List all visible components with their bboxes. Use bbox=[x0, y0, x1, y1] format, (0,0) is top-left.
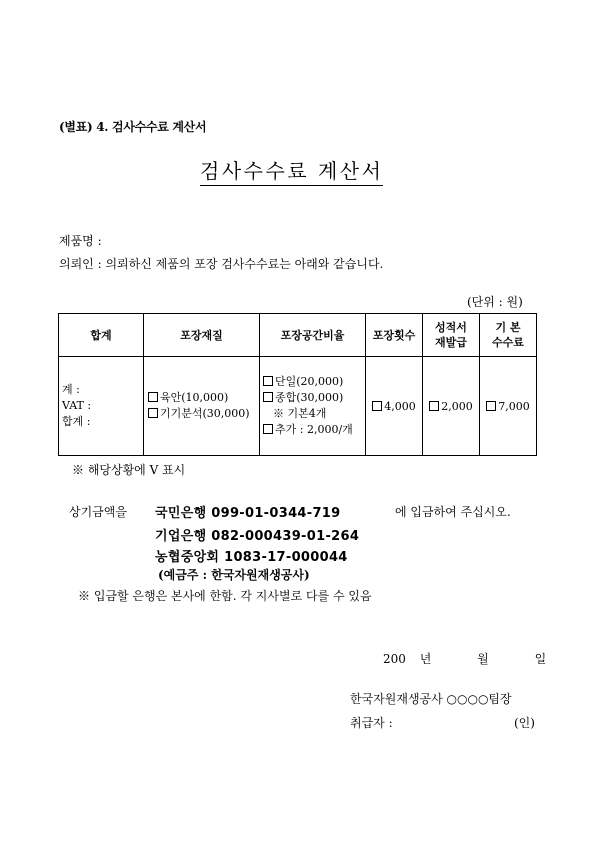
space-option-extra-label: 추가 : 2,000/개 bbox=[275, 423, 353, 436]
fee-table bbox=[58, 313, 537, 456]
space-option-single[interactable] bbox=[263, 374, 365, 390]
document-title: 검사수수료 계산서 bbox=[200, 155, 383, 186]
bank-account-ibk: 기업은행 082-000439-01-264 bbox=[155, 529, 360, 544]
date-year: 200 bbox=[383, 652, 406, 666]
form-header-label: (별표) 4. 검사수수료 계산서 bbox=[59, 120, 207, 134]
checkbox-icon[interactable] bbox=[372, 401, 382, 411]
count-fee-cell bbox=[366, 357, 423, 456]
space-option-extra[interactable] bbox=[263, 422, 365, 438]
date-month-unit: 월 bbox=[477, 652, 489, 666]
fee-table-row bbox=[59, 357, 537, 456]
header-material: 포장재질 bbox=[144, 314, 260, 357]
base-fee-cell bbox=[480, 357, 537, 456]
product-name-label: 제품명 : bbox=[59, 234, 102, 248]
checkbox-icon[interactable] bbox=[263, 376, 273, 386]
reissue-fee-value: 2,000 bbox=[441, 399, 473, 413]
space-option-combined-label: 종합(30,000) bbox=[275, 391, 344, 404]
bank-account-kookmin: 국민은행 099-01-0344-719 bbox=[155, 506, 341, 521]
header-count: 포장횟수 bbox=[366, 314, 423, 357]
check-instruction-note: ※ 해당상황에 V 표시 bbox=[72, 463, 186, 477]
base-fee-value: 7,000 bbox=[498, 399, 530, 413]
count-fee-option[interactable] bbox=[366, 400, 422, 413]
material-option-visual[interactable] bbox=[148, 390, 259, 406]
unit-label: (단위 : 원) bbox=[467, 295, 523, 309]
fee-table-header-row bbox=[59, 314, 537, 357]
reissue-fee-cell bbox=[423, 357, 480, 456]
handler-label: 취급자 : bbox=[350, 716, 393, 730]
total-cell bbox=[59, 357, 144, 456]
bank-account-nonghyup: 농협중앙회 1083-17-000044 bbox=[155, 550, 348, 565]
total-sum-label: 계 : bbox=[62, 383, 80, 396]
date-day-unit: 일 bbox=[534, 652, 547, 666]
total-vat-label: VAT : bbox=[62, 399, 92, 412]
material-option-instrument[interactable] bbox=[148, 406, 259, 422]
account-holder: (예금주 : 한국자원재생공사) bbox=[158, 568, 310, 582]
space-ratio-cell bbox=[260, 357, 366, 456]
count-fee-value: 4,000 bbox=[384, 399, 416, 413]
bank-deposit-instruction: 에 입금하여 주십시오. bbox=[395, 505, 511, 519]
header-space-ratio: 포장공간비율 bbox=[260, 314, 366, 357]
material-cell bbox=[144, 357, 260, 456]
checkbox-icon[interactable] bbox=[486, 401, 496, 411]
bank-caption: 상기금액을 bbox=[69, 505, 127, 519]
header-base-fee: 기 본 수수료 bbox=[480, 314, 537, 357]
total-grand-label: 합계 : bbox=[62, 415, 91, 428]
issuer-name: 한국자원재생공사 ○○○○팀장 bbox=[350, 692, 512, 706]
space-option-combined[interactable] bbox=[263, 390, 365, 406]
requester-text: 의뢰인 : 의뢰하신 제품의 포장 검사수수료는 아래와 같습니다. bbox=[59, 257, 384, 271]
header-total: 합계 bbox=[59, 314, 144, 357]
reissue-fee-option[interactable] bbox=[423, 400, 479, 413]
header-reissue: 성적서 재발급 bbox=[423, 314, 480, 357]
space-base-note: ※ 기본4개 bbox=[273, 407, 327, 420]
space-option-single-label: 단일(20,000) bbox=[275, 375, 344, 388]
bank-restriction-note: ※ 입금할 은행은 본사에 한함. 각 지사별로 다를 수 있음 bbox=[78, 589, 372, 603]
issue-date bbox=[383, 650, 546, 667]
checkbox-icon[interactable] bbox=[148, 408, 158, 418]
seal-label: (인) bbox=[514, 716, 535, 730]
checkbox-icon[interactable] bbox=[148, 392, 158, 402]
material-option-visual-label: 육안(10,000) bbox=[160, 391, 229, 404]
checkbox-icon[interactable] bbox=[263, 392, 273, 402]
checkbox-icon[interactable] bbox=[429, 401, 439, 411]
base-fee-option[interactable] bbox=[480, 400, 536, 413]
date-year-unit: 년 bbox=[419, 652, 432, 666]
material-option-instrument-label: 기기분석(30,000) bbox=[160, 407, 250, 420]
checkbox-icon[interactable] bbox=[263, 424, 273, 434]
